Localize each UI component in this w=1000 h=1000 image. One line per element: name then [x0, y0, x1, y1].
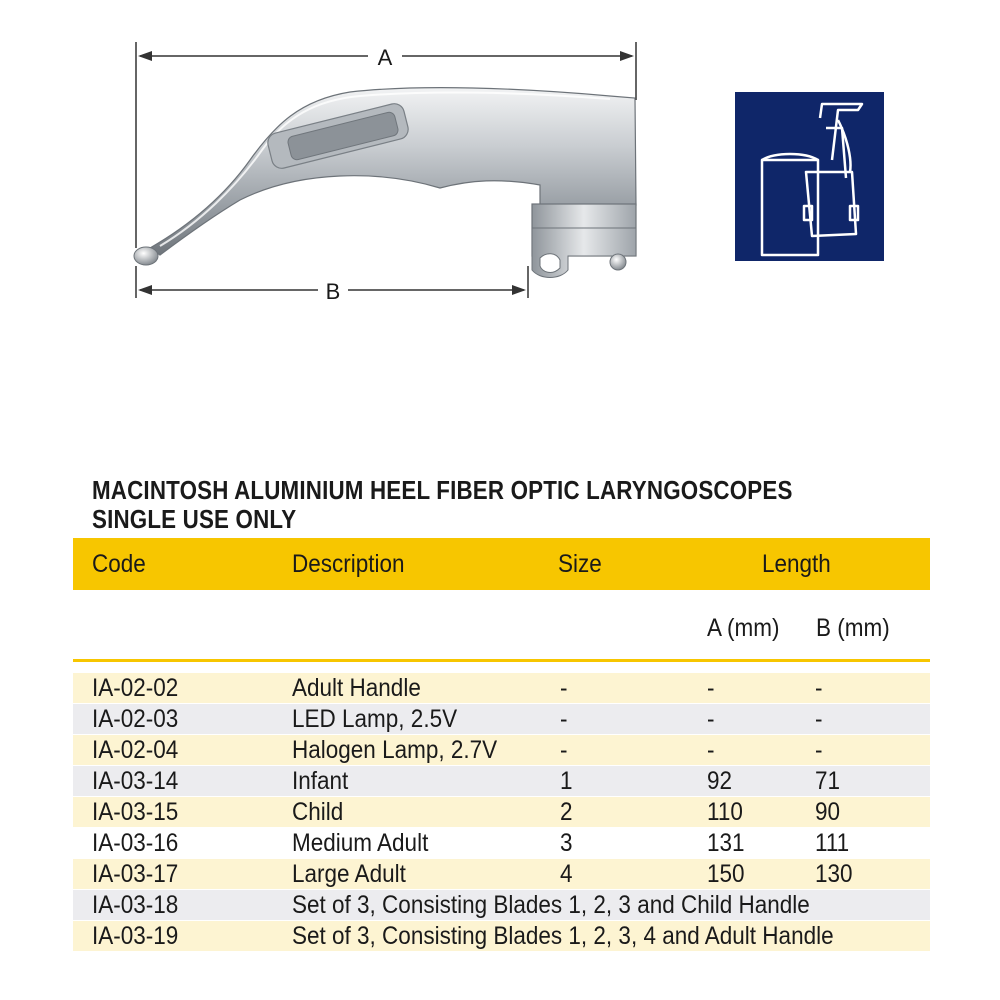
cell-description: Infant — [292, 767, 349, 795]
cell-description: Medium Adult — [292, 829, 429, 857]
laryngoscope-blade — [134, 88, 636, 278]
dimension-b — [136, 266, 528, 304]
single-use-icon — [735, 92, 884, 261]
subheader-a: A (mm) — [707, 614, 780, 642]
cell-size: - — [560, 736, 568, 764]
cell-length-a: - — [707, 736, 715, 764]
table-row — [73, 828, 930, 858]
page-subtitle: SINGLE USE ONLY — [92, 504, 297, 534]
table-row — [73, 890, 930, 920]
cell-length-a: - — [707, 705, 715, 733]
cell-size: 1 — [560, 767, 573, 795]
cell-description: LED Lamp, 2.5V — [292, 705, 458, 733]
cell-length-a: 150 — [707, 860, 745, 888]
cell-size: 3 — [560, 829, 573, 857]
table-row — [73, 673, 930, 703]
cell-length-a: 110 — [707, 798, 743, 826]
cell-length-b: - — [815, 705, 823, 733]
header-code: Code — [92, 550, 146, 578]
cell-description: Adult Handle — [292, 674, 421, 702]
table-row — [73, 921, 930, 951]
cell-size: 2 — [560, 798, 573, 826]
cell-length-b: 130 — [815, 860, 853, 888]
dimension-b-label: B — [325, 279, 341, 304]
cell-code: IA-02-03 — [92, 705, 179, 733]
table-row — [73, 859, 930, 889]
cell-code: IA-02-02 — [92, 674, 179, 702]
cell-code: IA-03-18 — [92, 891, 179, 919]
cell-code: IA-03-14 — [92, 767, 179, 795]
header-length: Length — [762, 550, 831, 578]
cell-length-a: 92 — [707, 767, 733, 795]
cell-length-b: 71 — [815, 767, 841, 795]
table-row — [73, 797, 930, 827]
cell-code: IA-03-16 — [92, 829, 179, 857]
cell-code: IA-03-19 — [92, 922, 179, 950]
cell-size: 4 — [560, 860, 573, 888]
cell-description: Set of 3, Consisting Blades 1, 2, 3 and Child Handle — [292, 891, 810, 919]
table-row — [73, 766, 930, 796]
header-size: Size — [558, 550, 602, 578]
cell-code: IA-03-17 — [92, 860, 179, 888]
cell-description: Set of 3, Consisting Blades 1, 2, 3, 4 and Adult Handle — [292, 922, 834, 950]
subheader-b: B (mm) — [816, 614, 890, 642]
cell-length-b: 90 — [815, 798, 841, 826]
cell-length-b: - — [815, 674, 823, 702]
cell-code: IA-02-04 — [92, 736, 179, 764]
cell-length-a: 131 — [707, 829, 745, 857]
header-description: Description — [292, 550, 405, 578]
cell-length-b: 111 — [815, 829, 850, 857]
dimension-a-label: A — [377, 45, 393, 70]
cell-length-b: - — [815, 736, 823, 764]
cell-length-a: - — [707, 674, 715, 702]
header-rule — [73, 659, 930, 662]
table-row — [73, 735, 930, 765]
cell-description: Large Adult — [292, 860, 406, 888]
cell-size: - — [560, 674, 568, 702]
product-illustration — [0, 0, 1000, 420]
cell-description: Child — [292, 798, 344, 826]
table-row — [73, 704, 930, 734]
cell-code: IA-03-15 — [92, 798, 179, 826]
page-title: MACINTOSH ALUMINIUM HEEL FIBER OPTIC LARYNGOSCOPES — [92, 475, 793, 505]
cell-description: Halogen Lamp, 2.7V — [292, 736, 498, 764]
cell-size: - — [560, 705, 568, 733]
